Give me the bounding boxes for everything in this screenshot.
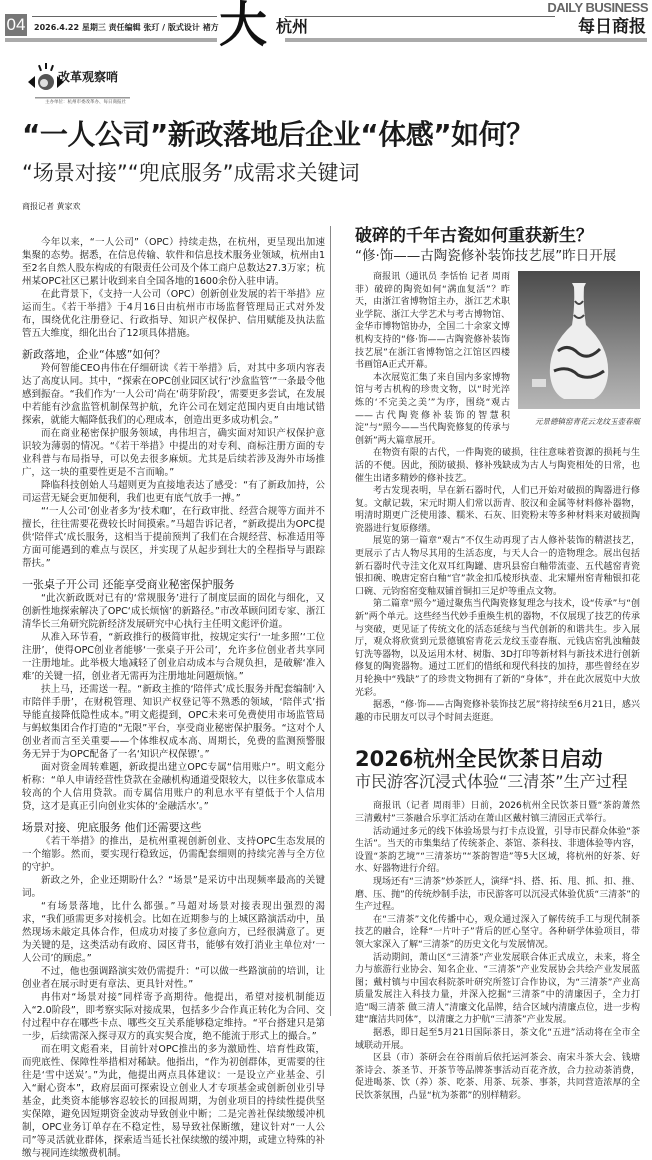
paragraph: 据悉，即日起至5月21日国际茶日，茶文化“五进”活动将在全市全域联动开展。 <box>355 1028 640 1051</box>
vase-photo <box>518 271 640 409</box>
paragraph: 在物资有限的古代，一件陶瓷的破损，往往意味着资源的损耗与生活的不便。因此，预防破损、修补残缺成为古人与陶瓷相处的日常，也催生出诸多精妙的修补技艺。 <box>355 448 640 484</box>
paragraph: 新政之外，企业还期盼什么？“场景”是采访中出现频率最高的关键词。 <box>22 875 325 899</box>
header-band <box>285 38 647 42</box>
article-section <box>22 348 325 570</box>
article-body <box>355 800 640 1102</box>
paragraph: “‘一人公司’创业者多为‘技术咖’，在行政审批、经营合规等方面并不擅长，往往需要花费较长时间摸索。”马超告诉记者，“新政提出为OPC提供‘陪伴式’成长服务，这相当于提前预判了我们在合规经营、标准适用等方面可能遇到的难点与误区，并实现了从起步到壮大的全程指导与跟踪帮扶。” <box>22 506 325 569</box>
paragraph: “此次新政既对已有的‘常规服务’进行了制度层面的固化与细化，又创新性地探索解决了OPC‘成长烦恼’的新路径。”市改革顾问团专家、浙江清华长三角研究院新经济发展研究中心执行主任明文彪评价道。 <box>22 593 325 630</box>
paragraph: 《若干举措》的推出，是杭州重视创新创业、支持OPC生态发展的一个缩影。然而，要实现行稳致远，仍需配套细则的持续完善与全方位的守护。 <box>22 836 325 873</box>
article-headline: 2026杭州全民饮茶日启动 <box>355 747 603 772</box>
brand-english: DAILY BUSINESS <box>547 0 648 15</box>
paragraph: 商报讯（记者 周雨菲）日前，2026杭州全民饮茶日暨“茶韵萧然 三清戴村”三茶融合乐享汇活动在萧山区戴村镇三清园正式举行。 <box>355 801 640 824</box>
article-section <box>22 578 325 813</box>
paragraph: 在此背景下，《支持一人公司（OPC）创新创业发展的若干举措》应运而生。《若干举措》于4月16日由杭州市市场监督管理局正式对外发布，围绕优化注册登记、行政指导、知识产权保护、信用赋能及执法监管五大维度，细化出台了12项具体措施。 <box>22 289 325 339</box>
paragraph: 今年以来，“一人公司”（OPC）持续走热，在杭州，更呈现出加速集聚的态势。据悉，在信息传输、软件和信息技术服务业领域，杭州由1至2名自然人股东构成的有限责任公司及个体工商户总数达27.3万家；杭州某OPC社区已累计收到来自全国各地的1600余份入驻申请。 <box>22 237 325 287</box>
article-body <box>22 236 325 1160</box>
byline: 商报记者 黄家欢 <box>22 202 81 211</box>
column-title: 改革观察哨 <box>58 70 119 84</box>
header-rule <box>285 16 555 17</box>
main-headline: “一人公司”新政落地后企业“体感”如何？ <box>22 118 534 151</box>
brand-name: 每日商报 <box>578 17 646 37</box>
article-subheadline: 市民游客沉浸式体验“三清茶”生产过程 <box>355 772 628 792</box>
vase-image <box>518 271 640 409</box>
paragraph: 现场还有“三清茶”炒茶匠人，演绎“抖、搭、拓、甩、抓、扣、推、磨、压、抛”的传统炒制手法，市民游客可以沉浸式体验优质“三清茶”的生产过程。 <box>355 876 640 913</box>
section-name: 杭州 <box>276 17 309 36</box>
paragraph: “有场景落地，比什么都强。”马超对场景对接表现出强烈的渴求，“我们亟需更多对接机会。比如在近期参与的上城区路演活动中，虽然现场未敲定具体合作，但成功对接了多位意向方，已经很满意了。更为关键的是，这类活动有政府、园区背书，能够有效打消业主单位对‘一人公司’的顾虑。” <box>22 901 325 964</box>
photo-figure <box>518 271 640 427</box>
page-number: 04 <box>6 15 26 34</box>
paragraph: 羚何智能CEO冉伟在仔细研读《若干举措》后，对其中多项内容表达了高度认同。其中，“探索在OPC创业园区试行‘沙盒监管’”一条最令他感到振奋。“我们作为‘一人公司’尚在‘萌芽阶段’，需要更多尝试，在发展中若能有沙盒监管机制保驾护航，允许公司在划定范围内更自由地试错探索，就能大幅降低我们的心理成本，创造出更多成功机会。” <box>22 363 325 426</box>
paragraph: 而在商业秘密保护服务领域，冉伟坦言，确实面对知识产权保护意识较为薄弱的情况。“《若干举措》中提出的对专利、商标注册方面的专业科普与布局指导，可以免去很多麻烦。尤其是后续若涉及海外市场推广，这一块的重要性更是不言而喻。” <box>22 428 325 478</box>
paragraph: 据悉，“修·饰——古陶瓷修补装饰技艺展”将持续至6月21日，感兴趣的市民朋友可以寻个时间去逛逛。 <box>355 700 640 723</box>
dateline: 2026.4.22 星期三 责任编辑 张玎 / 版式设计 褚方 <box>34 23 219 32</box>
paragraph: 在“三清茶”文化传播中心，观众通过深入了解传统手工与现代制茶技艺的融合，诠释“一片叶子”背后的匠心坚守。各种研学体验项目，带领大家深入了解“三清茶”的历史文化与发展情况。 <box>355 914 640 950</box>
paragraph: 考古发现表明，早在新石器时代，人们已开始对破损的陶器进行修复。文献记载，宋元时期人们常以沥青、胶汉和金属等材料修补器物，明清时期更广泛使用漆、糯米、石灰、旧瓷粉末等多种材料来对破损陶瓷器进行复原修缮。 <box>355 486 640 534</box>
right-column <box>355 226 640 1103</box>
paragraph: 面对资金周转难题，新政提出建立OPC专属“信用账户”。明文彪分析称：“单人申请经营性贷款在金融机构通道受限较大，以往多依靠成本较高的个人信用贷款。而专属信用账户的利息水平有望低于个人信用贷，这才是真正引向创业实体的‘金融活水’。” <box>22 762 325 812</box>
section-heading: 一张桌子开公司 还能享受商业秘密保护服务 <box>22 578 235 591</box>
paragraph: 活动通过多元的线下体验场景与打卡点设置，引导市民群众体验“茶生活”。当天的市集集结了传统茶企、茶馆、茶科技、非遗体验等内容，设置“茶韵艺境”“三清茶坊”“茶韵智造”等5大区域，将杭州的好茶、好水、好器物进行介绍。 <box>355 826 640 875</box>
column-sponsor: 主办单位：杭州市委改革办、每日商报社 <box>45 100 126 105</box>
paragraph: 活动期间，萧山区“三清茶”产业发展联合体正式成立，未来，将全力与旅游行业协会、知名企业、“三清茶”产业发展协会共绘产业发展蓝图；戴村镇与中国农科院茶叶研究所签订合作协议，为“三清茶”产业高质量发展注入科技力量，并深入挖掘“三清茶”中的清廉因子，全力打造“喝三清茶 做三清人”清廉文化品牌，结合区域内清廉点位，进一步构建“廉洁共同体”，以清廉之力护航“三清茶”产业发展。 <box>355 952 640 1026</box>
paragraph: 而在明文彪看来，目前针对OPC推出的多为激励性、培育性政策，而兜底性、保障性举措相对稀缺。他指出，“作为初创群体，更需要的往往是‘雪中送炭’。”为此，他提出两点具体建议：一是设立产业基金、引入“耐心资本”，政府层面可探索设立创业人才专项基金或创新创业引导基金，此类资本能够容忍较长的回报周期，为创业项目的持续性提供坚实保障，避免因短期资金波动导致创业中断；二是完善社保续缴缓冲机制，OPC业务订单存在不稳定性，易导致社保断缴，建议针对“一人公司”等灵活就业群体，探索适当延长社保续缴的缓冲期，或建立特殊的补缴与视同连续缴费机制。 <box>22 1044 325 1159</box>
paragraph: 商报讯（通讯员 李恬怡 记者 周雨菲）破碎的陶瓷如何“满血复活”？昨天，由浙江省博物馆主办，浙江艺术职业学院、浙江大学艺术与考古博物馆、金华市博物馆协办，全国二十余家文博机构支持的“修·饰——古陶瓷修补装饰技艺展”在浙江省博物馆之江馆区四楼书画馆A正式开幕。 <box>355 272 510 371</box>
paragraph: 从准入环节看，“新政推行的极简审批，按规定实行‘一址多照’‘工位注册’，使得OPC创业者能够‘一张桌子开公司’，允许多位创业者共享同一注册地址。此举极大地减轻了创业启动成本与合规负担，是破解‘准入难’的关键一招，创业者无需再为注册地址问题烦恼。” <box>22 632 325 682</box>
column-divider <box>330 226 331 1016</box>
paragraph: 不过，他也强调路演实效仍需提升：“可以做一些路演前的培训，让创业者在展示时更有章法、更具针对性。” <box>22 966 325 990</box>
main-subheadline: “场景对接”“兜底服务”成需求关键词 <box>22 161 360 185</box>
paragraph: 冉伟对“场景对接”同样寄予高期待。他提出，希望对接机制能迈入“2.0阶段”，即考察实际对接成果，包括多少合作真正转化为合同、交付过程中存在哪些卡点、哪些交互关系能够稳定维持。“平台搭建只是第一步，后续需深入探寻双方的真实契合度，绝不能流于形式上的撮合。” <box>22 992 325 1042</box>
article-section <box>22 821 325 1160</box>
section-logo-char: 大 <box>218 0 267 53</box>
article-subheadline: “修·饰——古陶瓷修补装饰技艺展”昨日开展 <box>355 248 617 264</box>
article-body <box>355 271 640 724</box>
paragraph: 降临科技创始人马超则更为直接地表达了感受：“有了新政加持，公司运营无疑会更加便利，我们也更有底气放手一搏。” <box>22 480 325 504</box>
photo-caption: 元景德镇窑青花云龙纹玉壶春瓶 <box>535 417 640 426</box>
paragraph: 本次展览汇集了来自国内多家博物馆与考古机构的珍贵文物，以“时光淬炼的‘不完美之美’”为序，围绕“观古——古代陶瓷修补装饰的智慧积淀”与“照今——当代陶瓷修复的传承与创新”两大篇章展开。 <box>355 372 510 446</box>
section-heading: 新政落地，企业“体感”如何？ <box>22 348 166 361</box>
header-rule <box>32 16 217 17</box>
paragraph: 区县（市）茶研会在谷雨前后依托运河茶会、南宋斗茶大会、钱塘茶诗会、茶圣节、开茶节等品牌茶事活动百花齐放，合力拉动茶消费，促进喝茶、饮（养）茶、吃茶、用茶、玩茶、事茶，共同营造浓厚的全民饮茶氛围，凸显“杭为茶都”的别样精彩。 <box>355 1053 640 1102</box>
paragraph: 扶上马，还需送一程。“新政主推的‘陪伴式’成长服务并配套编制‘入市陪伴手册’，在财税管理、知识产权登记等不熟悉的领域，‘陪伴式’指导能直接降低隐性成本。”明文彪提到，OPC未来可免费使用市场监管局与蚂蚁集团合作打造的“无限”平台，享受商业秘密保护服务。“这对个人创业者而言至关重要——个体维权成本高、周期长，免费的监测预警服务无异于为OPC配备了一名‘知识产权保镖’。” <box>22 684 325 760</box>
paragraph: 展览的第一篇章“观古”不仅生动再现了古人修补装饰的精湛技艺，更展示了古人物尽其用的生活态度，与天人合一的造物理念。展出包括新石器时代寺洼文化双耳红陶罐、唐巩县窑白釉带流壶、五代越窑青瓷银扣碗、晚唐定窑白釉“官”款金扣瓜棱形执壶、北宋耀州窑青釉银扣花口碗、元钧窑窑变釉双铺首铜扣三足炉等重点文物。 <box>355 536 640 597</box>
header-band <box>5 38 217 42</box>
section-heading: 场景对接、兜底服务 他们还需要这些 <box>22 821 202 834</box>
paragraph: 第二篇章“照今”通过聚焦当代陶瓷修复理念与技术，设“传承”与“创新”两个单元。这些经当代妙手重焕生机的器物，不仅展现了技艺的传承与突破，更见证了传统文化的活态延续与当代创新的和谐共生。步入展厅，观众将欣赏到元景德镇窑青花云龙纹玉壶春瓶、元钱店窑乳浊釉鼓钉洗等器物，以及运用木材、树脂、3D打印等新材料与新技术进行创新修复的陶瓷器物。通过工匠们的惜纸和现代科技的加持，那些曾经在岁月轮换中“残缺”了的珍贵文物拥有了新的“身体”，并在此次展览中大放光彩。 <box>355 599 640 698</box>
article-headline: 破碎的千年古瓷如何重获新生？ <box>355 226 593 246</box>
